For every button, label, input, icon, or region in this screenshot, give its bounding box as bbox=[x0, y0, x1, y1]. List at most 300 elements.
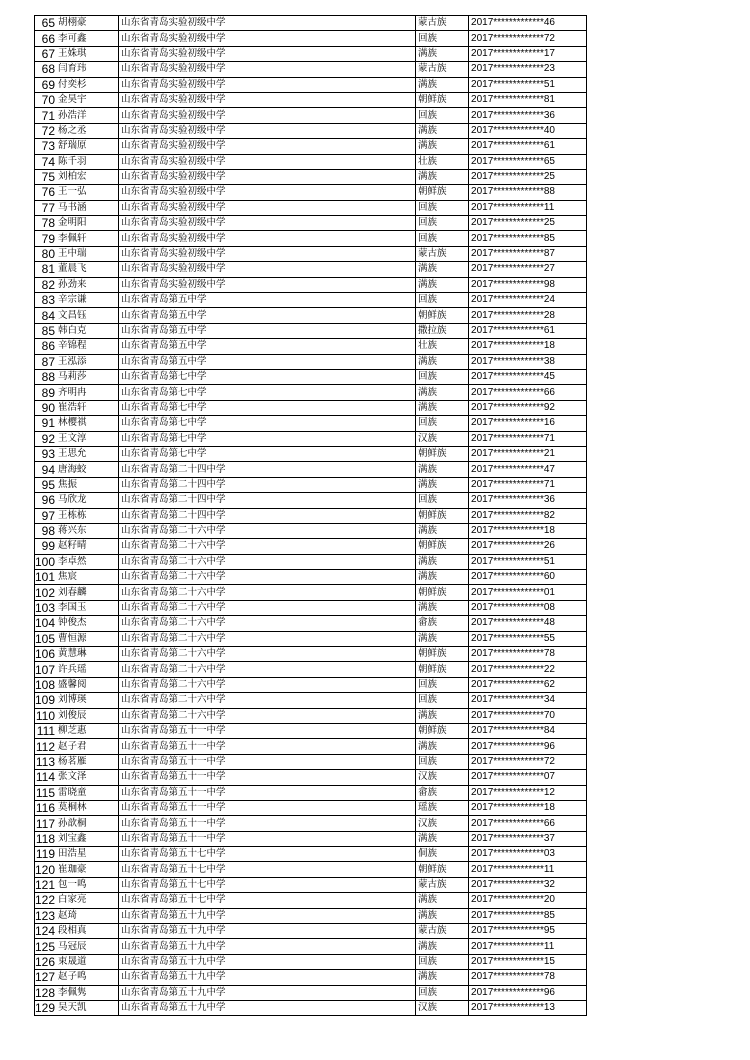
school-name: 山东省青岛实验初级中学 bbox=[119, 123, 416, 138]
student-name: 段相真 bbox=[57, 924, 119, 939]
row-number: 72 bbox=[35, 123, 58, 138]
student-id: 2017*************16 bbox=[469, 416, 587, 431]
student-name: 孙劲来 bbox=[57, 277, 119, 292]
student-id: 2017*************25 bbox=[469, 169, 587, 184]
student-name: 王文淳 bbox=[57, 431, 119, 446]
student-name: 孙浩洋 bbox=[57, 108, 119, 123]
ethnicity: 撒拉族 bbox=[416, 323, 469, 338]
table-row bbox=[35, 493, 587, 508]
ethnicity: 满族 bbox=[416, 354, 469, 369]
school-name: 山东省青岛第五十九中学 bbox=[119, 970, 416, 985]
student-name: 王栋栋 bbox=[57, 508, 119, 523]
row-number: 128 bbox=[35, 985, 56, 1000]
school-name: 山东省青岛实验初级中学 bbox=[119, 139, 416, 154]
table-row bbox=[35, 46, 587, 61]
student-name: 王姝琪 bbox=[57, 46, 119, 61]
school-name: 山东省青岛第五十七中学 bbox=[119, 862, 416, 877]
student-name: 李佩轩 bbox=[57, 231, 119, 246]
student-name: 许兵瑶 bbox=[57, 662, 119, 677]
school-name: 山东省青岛实验初级中学 bbox=[119, 185, 416, 200]
table-row bbox=[35, 616, 587, 631]
student-name: 杨茗雁 bbox=[57, 754, 119, 769]
student-id: 2017*************78 bbox=[469, 970, 587, 985]
school-name: 山东省青岛实验初级中学 bbox=[119, 92, 416, 107]
table-row bbox=[35, 246, 587, 261]
student-id: 2017*************72 bbox=[469, 31, 587, 46]
table-row bbox=[35, 862, 587, 877]
table-row bbox=[35, 231, 587, 246]
table-row bbox=[35, 169, 587, 184]
student-id: 2017*************72 bbox=[469, 754, 587, 769]
row-number: 110 bbox=[35, 708, 56, 723]
row-number: 118 bbox=[35, 831, 56, 846]
row-number: 129 bbox=[35, 1001, 56, 1016]
student-name: 赵琦 bbox=[57, 908, 119, 923]
row-number: 116 bbox=[35, 801, 56, 816]
ethnicity: 满族 bbox=[416, 400, 469, 415]
row-number: 74 bbox=[35, 154, 58, 169]
school-name: 山东省青岛第五十一中学 bbox=[119, 739, 416, 754]
row-number: 73 bbox=[35, 139, 58, 154]
row-number: 108 bbox=[35, 677, 56, 692]
ethnicity: 回族 bbox=[416, 693, 469, 708]
school-name: 山东省青岛第五十九中学 bbox=[119, 908, 416, 923]
table-row bbox=[35, 800, 587, 815]
student-id: 2017*************71 bbox=[469, 477, 587, 492]
ethnicity: 朝鲜族 bbox=[416, 539, 469, 554]
row-number: 65 bbox=[35, 16, 58, 31]
ethnicity: 蒙古族 bbox=[416, 246, 469, 261]
student-name: 田浩星 bbox=[57, 847, 119, 862]
school-name: 山东省青岛第二十六中学 bbox=[119, 677, 416, 692]
student-id: 2017*************70 bbox=[469, 708, 587, 723]
table-row bbox=[35, 185, 587, 200]
student-id: 2017*************96 bbox=[469, 739, 587, 754]
school-name: 山东省青岛第二十六中学 bbox=[119, 570, 416, 585]
student-name: 辛锦程 bbox=[57, 339, 119, 354]
student-table bbox=[34, 15, 587, 1016]
table-row bbox=[35, 62, 587, 77]
row-number: 70 bbox=[35, 92, 58, 107]
table-row bbox=[35, 200, 587, 215]
row-number: 111 bbox=[35, 723, 58, 738]
student-name: 刘春麟 bbox=[57, 585, 119, 600]
student-id: 2017*************84 bbox=[469, 723, 587, 738]
student-name: 张文泽 bbox=[57, 770, 119, 785]
table-row bbox=[35, 462, 587, 477]
student-name: 付奕杉 bbox=[57, 77, 119, 92]
ethnicity: 壮族 bbox=[416, 154, 469, 169]
row-number: 79 bbox=[35, 231, 58, 246]
school-name: 山东省青岛实验初级中学 bbox=[119, 16, 416, 31]
row-number: 80 bbox=[35, 246, 58, 261]
table-row bbox=[35, 939, 587, 954]
row-number: 90 bbox=[35, 400, 58, 415]
school-name: 山东省青岛第二十六中学 bbox=[119, 600, 416, 615]
student-name: 闫育玮 bbox=[57, 62, 119, 77]
ethnicity: 满族 bbox=[416, 462, 469, 477]
ethnicity: 汉族 bbox=[416, 816, 469, 831]
school-name: 山东省青岛实验初级中学 bbox=[119, 31, 416, 46]
student-id: 2017*************98 bbox=[469, 277, 587, 292]
student-name: 刘博瑛 bbox=[57, 693, 119, 708]
row-number: 85 bbox=[35, 323, 58, 338]
student-name: 陈千羽 bbox=[57, 154, 119, 169]
student-name: 马书涵 bbox=[57, 200, 119, 215]
row-number: 81 bbox=[35, 262, 58, 277]
student-id: 2017*************26 bbox=[469, 539, 587, 554]
table-row bbox=[35, 816, 587, 831]
school-name: 山东省青岛第二十六中学 bbox=[119, 523, 416, 538]
student-id: 2017*************85 bbox=[469, 908, 587, 923]
ethnicity: 回族 bbox=[416, 416, 469, 431]
school-name: 山东省青岛实验初级中学 bbox=[119, 77, 416, 92]
table-row bbox=[35, 739, 587, 754]
table-row bbox=[35, 677, 587, 692]
school-name: 山东省青岛第二十四中学 bbox=[119, 462, 416, 477]
student-name: 蒋兴东 bbox=[57, 523, 119, 538]
school-name: 山东省青岛实验初级中学 bbox=[119, 46, 416, 61]
ethnicity: 回族 bbox=[416, 985, 469, 1000]
table-row bbox=[35, 831, 587, 846]
ethnicity: 蒙古族 bbox=[416, 877, 469, 892]
student-id: 2017*************07 bbox=[469, 770, 587, 785]
school-name: 山东省青岛第五十一中学 bbox=[119, 770, 416, 785]
school-name: 山东省青岛第五十七中学 bbox=[119, 893, 416, 908]
ethnicity: 蒙古族 bbox=[416, 62, 469, 77]
student-id: 2017*************28 bbox=[469, 308, 587, 323]
table-row bbox=[35, 647, 587, 662]
student-list-sheet bbox=[34, 15, 587, 1016]
ethnicity: 朝鲜族 bbox=[416, 723, 469, 738]
table-row bbox=[35, 277, 587, 292]
table-row bbox=[35, 369, 587, 384]
table-row bbox=[35, 385, 587, 400]
student-id: 2017*************66 bbox=[469, 816, 587, 831]
table-row bbox=[35, 631, 587, 646]
school-name: 山东省青岛实验初级中学 bbox=[119, 246, 416, 261]
row-number: 82 bbox=[35, 277, 58, 292]
table-row bbox=[35, 523, 587, 538]
student-name: 杨之丞 bbox=[57, 123, 119, 138]
student-id: 2017*************65 bbox=[469, 154, 587, 169]
student-name: 包一鸣 bbox=[57, 877, 119, 892]
student-id: 2017*************23 bbox=[469, 62, 587, 77]
school-name: 山东省青岛第七中学 bbox=[119, 385, 416, 400]
row-number: 97 bbox=[35, 508, 58, 523]
row-number: 106 bbox=[35, 647, 56, 662]
student-id: 2017*************37 bbox=[469, 831, 587, 846]
row-number: 112 bbox=[35, 739, 56, 754]
table-row bbox=[35, 723, 587, 738]
student-name: 文昌钰 bbox=[57, 308, 119, 323]
school-name: 山东省青岛第二十四中学 bbox=[119, 508, 416, 523]
table-row bbox=[35, 92, 587, 107]
table-row bbox=[35, 754, 587, 769]
ethnicity: 满族 bbox=[416, 939, 469, 954]
student-id: 2017*************18 bbox=[469, 339, 587, 354]
school-name: 山东省青岛第七中学 bbox=[119, 416, 416, 431]
row-number: 78 bbox=[35, 216, 58, 231]
ethnicity: 回族 bbox=[416, 369, 469, 384]
row-number: 113 bbox=[35, 754, 56, 769]
table-row bbox=[35, 400, 587, 415]
ethnicity: 满族 bbox=[416, 739, 469, 754]
ethnicity: 瑶族 bbox=[416, 800, 469, 815]
ethnicity: 回族 bbox=[416, 493, 469, 508]
ethnicity: 朝鲜族 bbox=[416, 647, 469, 662]
student-name: 辛宗谦 bbox=[57, 293, 119, 308]
table-row bbox=[35, 662, 587, 677]
ethnicity: 满族 bbox=[416, 169, 469, 184]
student-id: 2017*************13 bbox=[469, 1001, 587, 1016]
student-id: 2017*************40 bbox=[469, 123, 587, 138]
school-name: 山东省青岛第五十九中学 bbox=[119, 924, 416, 939]
school-name: 山东省青岛第七中学 bbox=[119, 400, 416, 415]
ethnicity: 回族 bbox=[416, 754, 469, 769]
school-name: 山东省青岛实验初级中学 bbox=[119, 231, 416, 246]
row-number: 76 bbox=[35, 185, 58, 200]
student-name: 刘俊辰 bbox=[57, 708, 119, 723]
table-row bbox=[35, 123, 587, 138]
student-name: 李国玉 bbox=[57, 600, 119, 615]
school-name: 山东省青岛实验初级中学 bbox=[119, 277, 416, 292]
student-id: 2017*************20 bbox=[469, 893, 587, 908]
school-name: 山东省青岛第二十六中学 bbox=[119, 554, 416, 569]
table-row bbox=[35, 323, 587, 338]
student-name: 钟俊杰 bbox=[57, 616, 119, 631]
row-number: 86 bbox=[35, 339, 58, 354]
student-id: 2017*************11 bbox=[469, 200, 587, 215]
row-number: 119 bbox=[35, 847, 56, 862]
school-name: 山东省青岛实验初级中学 bbox=[119, 262, 416, 277]
student-name: 柳芝惠 bbox=[57, 723, 119, 738]
school-name: 山东省青岛第七中学 bbox=[119, 369, 416, 384]
school-name: 山东省青岛实验初级中学 bbox=[119, 216, 416, 231]
ethnicity: 满族 bbox=[416, 600, 469, 615]
row-number: 96 bbox=[35, 493, 58, 508]
row-number: 68 bbox=[35, 62, 58, 77]
school-name: 山东省青岛第五十九中学 bbox=[119, 939, 416, 954]
table-row bbox=[35, 970, 587, 985]
student-id: 2017*************01 bbox=[469, 585, 587, 600]
row-number: 87 bbox=[35, 354, 58, 369]
student-id: 2017*************21 bbox=[469, 446, 587, 461]
ethnicity: 满族 bbox=[416, 139, 469, 154]
table-row bbox=[35, 924, 587, 939]
school-name: 山东省青岛第五中学 bbox=[119, 354, 416, 369]
ethnicity: 满族 bbox=[416, 570, 469, 585]
row-number: 77 bbox=[35, 200, 58, 215]
ethnicity: 朝鲜族 bbox=[416, 92, 469, 107]
school-name: 山东省青岛第二十六中学 bbox=[119, 662, 416, 677]
student-name: 唐海蛟 bbox=[57, 462, 119, 477]
ethnicity: 满族 bbox=[416, 385, 469, 400]
table-row bbox=[35, 847, 587, 862]
table-row bbox=[35, 139, 587, 154]
table-row bbox=[35, 785, 587, 800]
student-id: 2017*************11 bbox=[469, 939, 587, 954]
student-id: 2017*************03 bbox=[469, 847, 587, 862]
row-number: 100 bbox=[35, 554, 56, 569]
school-name: 山东省青岛第五十一中学 bbox=[119, 816, 416, 831]
ethnicity: 朝鲜族 bbox=[416, 446, 469, 461]
ethnicity: 满族 bbox=[416, 708, 469, 723]
ethnicity: 回族 bbox=[416, 954, 469, 969]
row-number: 89 bbox=[35, 385, 58, 400]
student-id: 2017*************47 bbox=[469, 462, 587, 477]
ethnicity: 朝鲜族 bbox=[416, 185, 469, 200]
student-table-body bbox=[35, 16, 587, 1016]
school-name: 山东省青岛第二十六中学 bbox=[119, 647, 416, 662]
student-id: 2017*************85 bbox=[469, 231, 587, 246]
row-number: 67 bbox=[35, 46, 58, 61]
ethnicity: 畲族 bbox=[416, 616, 469, 631]
row-number: 84 bbox=[35, 308, 58, 323]
school-name: 山东省青岛第二十六中学 bbox=[119, 616, 416, 631]
student-id: 2017*************66 bbox=[469, 385, 587, 400]
row-number: 99 bbox=[35, 539, 58, 554]
table-row bbox=[35, 770, 587, 785]
row-number: 95 bbox=[35, 477, 58, 492]
school-name: 山东省青岛第五十一中学 bbox=[119, 754, 416, 769]
school-name: 山东省青岛第五十一中学 bbox=[119, 723, 416, 738]
table-row bbox=[35, 570, 587, 585]
row-number: 124 bbox=[35, 924, 56, 939]
ethnicity: 朝鲜族 bbox=[416, 508, 469, 523]
student-id: 2017*************38 bbox=[469, 354, 587, 369]
ethnicity: 侗族 bbox=[416, 847, 469, 862]
student-name: 赵子鸣 bbox=[57, 970, 119, 985]
school-name: 山东省青岛第五十九中学 bbox=[119, 1001, 416, 1016]
ethnicity: 满族 bbox=[416, 908, 469, 923]
student-name: 雷晓童 bbox=[57, 785, 119, 800]
student-id: 2017*************45 bbox=[469, 369, 587, 384]
student-id: 2017*************22 bbox=[469, 662, 587, 677]
school-name: 山东省青岛实验初级中学 bbox=[119, 108, 416, 123]
school-name: 山东省青岛第五十一中学 bbox=[119, 831, 416, 846]
table-row bbox=[35, 431, 587, 446]
ethnicity: 满族 bbox=[416, 277, 469, 292]
student-id: 2017*************62 bbox=[469, 677, 587, 692]
ethnicity: 满族 bbox=[416, 893, 469, 908]
student-name: 吴天凯 bbox=[57, 1001, 119, 1016]
student-name: 李佩隽 bbox=[57, 985, 119, 1000]
student-id: 2017*************61 bbox=[469, 323, 587, 338]
student-name: 李卓然 bbox=[57, 554, 119, 569]
row-number: 102 bbox=[35, 585, 56, 600]
ethnicity: 汉族 bbox=[416, 431, 469, 446]
student-name: 刘柏宏 bbox=[57, 169, 119, 184]
ethnicity: 回族 bbox=[416, 108, 469, 123]
table-row bbox=[35, 708, 587, 723]
school-name: 山东省青岛第五十九中学 bbox=[119, 985, 416, 1000]
student-name: 崔浩轩 bbox=[57, 400, 119, 415]
school-name: 山东省青岛第五十一中学 bbox=[119, 785, 416, 800]
ethnicity: 回族 bbox=[416, 216, 469, 231]
row-number: 115 bbox=[35, 785, 56, 800]
student-name: 崔珈豪 bbox=[57, 862, 119, 877]
ethnicity: 蒙古族 bbox=[416, 16, 469, 31]
ethnicity: 朝鲜族 bbox=[416, 862, 469, 877]
student-name: 束晟道 bbox=[57, 954, 119, 969]
student-name: 王一弘 bbox=[57, 185, 119, 200]
row-number: 121 bbox=[35, 878, 56, 893]
student-id: 2017*************17 bbox=[469, 46, 587, 61]
student-name: 盛馨阅 bbox=[57, 677, 119, 692]
student-id: 2017*************36 bbox=[469, 108, 587, 123]
ethnicity: 满族 bbox=[416, 831, 469, 846]
table-row bbox=[35, 477, 587, 492]
table-row bbox=[35, 877, 587, 892]
student-name: 马冠辰 bbox=[57, 939, 119, 954]
ethnicity: 朝鲜族 bbox=[416, 308, 469, 323]
ethnicity: 满族 bbox=[416, 631, 469, 646]
student-id: 2017*************51 bbox=[469, 77, 587, 92]
row-number: 94 bbox=[35, 462, 58, 477]
table-row bbox=[35, 77, 587, 92]
student-id: 2017*************12 bbox=[469, 785, 587, 800]
student-id: 2017*************60 bbox=[469, 570, 587, 585]
table-row bbox=[35, 354, 587, 369]
row-number: 104 bbox=[35, 616, 56, 631]
ethnicity: 朝鲜族 bbox=[416, 585, 469, 600]
table-row bbox=[35, 31, 587, 46]
student-name: 李可鑫 bbox=[57, 31, 119, 46]
table-row bbox=[35, 154, 587, 169]
row-number: 66 bbox=[35, 31, 58, 46]
school-name: 山东省青岛实验初级中学 bbox=[119, 154, 416, 169]
table-row bbox=[35, 954, 587, 969]
ethnicity: 满族 bbox=[416, 554, 469, 569]
row-number: 69 bbox=[35, 77, 58, 92]
ethnicity: 回族 bbox=[416, 677, 469, 692]
school-name: 山东省青岛第五中学 bbox=[119, 323, 416, 338]
table-row bbox=[35, 262, 587, 277]
school-name: 山东省青岛第二十六中学 bbox=[119, 708, 416, 723]
ethnicity: 回族 bbox=[416, 200, 469, 215]
student-id: 2017*************82 bbox=[469, 508, 587, 523]
student-name: 莫桐林 bbox=[57, 800, 119, 815]
student-name: 赵籽晴 bbox=[57, 539, 119, 554]
row-number: 71 bbox=[35, 108, 58, 123]
student-name: 白家亮 bbox=[57, 893, 119, 908]
table-row bbox=[35, 108, 587, 123]
ethnicity: 回族 bbox=[416, 31, 469, 46]
ethnicity: 满族 bbox=[416, 970, 469, 985]
student-id: 2017*************24 bbox=[469, 293, 587, 308]
table-row bbox=[35, 446, 587, 461]
student-name: 孙歆桐 bbox=[57, 816, 119, 831]
ethnicity: 汉族 bbox=[416, 1001, 469, 1016]
student-id: 2017*************18 bbox=[469, 800, 587, 815]
student-id: 2017*************15 bbox=[469, 954, 587, 969]
row-number: 91 bbox=[35, 416, 58, 431]
school-name: 山东省青岛第二十六中学 bbox=[119, 539, 416, 554]
student-id: 2017*************25 bbox=[469, 216, 587, 231]
student-id: 2017*************55 bbox=[469, 631, 587, 646]
row-number: 103 bbox=[35, 601, 56, 616]
student-id: 2017*************34 bbox=[469, 693, 587, 708]
ethnicity: 蒙古族 bbox=[416, 924, 469, 939]
table-row bbox=[35, 693, 587, 708]
student-id: 2017*************71 bbox=[469, 431, 587, 446]
student-name: 马莉莎 bbox=[57, 369, 119, 384]
row-number: 93 bbox=[35, 446, 58, 461]
row-number: 88 bbox=[35, 369, 58, 384]
ethnicity: 满族 bbox=[416, 77, 469, 92]
student-name: 金明阳 bbox=[57, 216, 119, 231]
